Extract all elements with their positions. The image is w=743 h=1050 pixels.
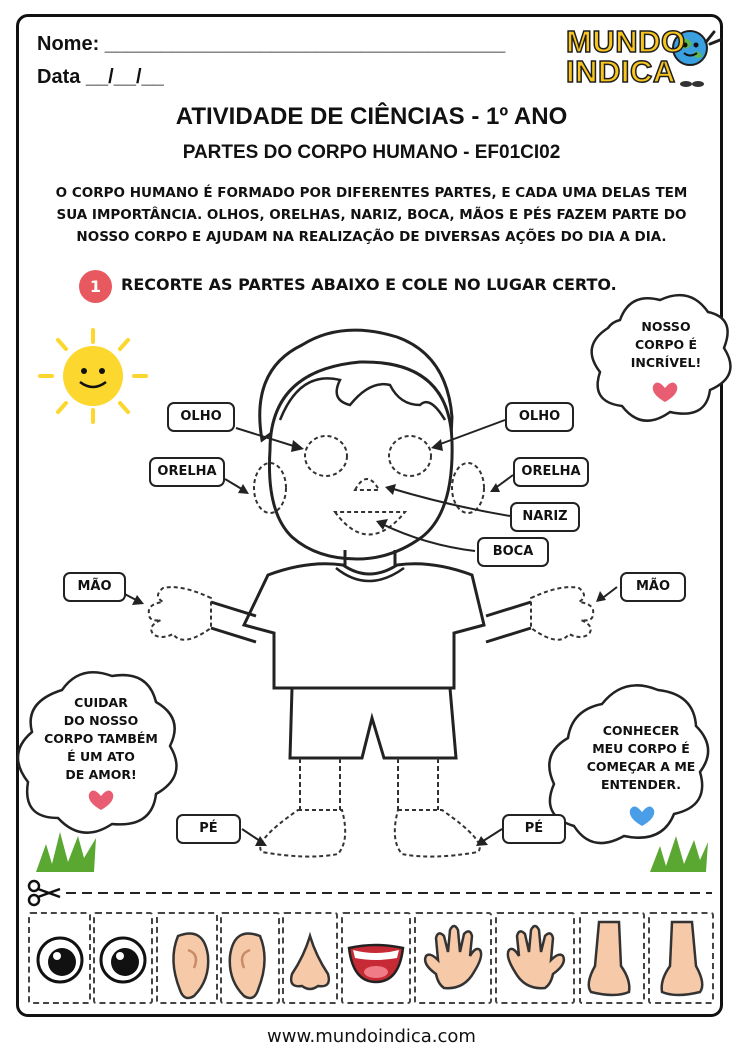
scissors-icon — [29, 881, 60, 905]
hand-icon — [416, 914, 490, 1002]
cutout-eye[interactable] — [93, 912, 153, 1004]
eye-icon — [95, 914, 151, 1002]
foot-icon — [581, 914, 643, 1002]
cutout-hand[interactable] — [495, 912, 575, 1004]
label-nariz: NARIZ — [510, 502, 580, 532]
cutout-eye[interactable] — [28, 912, 91, 1004]
label-mao-left: MÃO — [63, 572, 126, 602]
label-mao-right: MÃO — [620, 572, 686, 602]
question-text: RECORTE AS PARTES ABAIXO E COLE NO LUGAR CERTO. — [121, 275, 617, 294]
ear-icon — [158, 914, 216, 1002]
label-orelha-left: ORELHA — [149, 457, 225, 487]
cutout-hand[interactable] — [414, 912, 492, 1004]
mouth-icon — [343, 914, 409, 1002]
foot-icon — [650, 914, 712, 1002]
question-number-badge: 1 — [79, 270, 112, 303]
label-pe-right: PÉ — [502, 814, 566, 844]
name-field[interactable]: Nome: ____________________________________ — [37, 33, 506, 55]
shirt — [244, 564, 484, 688]
label-olho-right: OLHO — [505, 402, 574, 432]
page-title: ATIVIDADE DE CIÊNCIAS - 1º ANO — [175, 103, 568, 130]
label-boca: BOCA — [477, 537, 549, 567]
cloud-text-left: CUIDAR DO NOSSO CORPO TAMBÉM É UM ATO DE AMOR! — [44, 695, 158, 782]
cutout-foot[interactable] — [579, 912, 645, 1004]
date-field[interactable]: Data __/__/__ — [37, 66, 164, 88]
nose-icon — [284, 914, 336, 1002]
cutout-ear[interactable] — [220, 912, 280, 1004]
eye-icon — [30, 914, 89, 1002]
label-orelha-right: ORELHA — [513, 457, 589, 487]
logo-text-indica: INDICA — [566, 54, 676, 89]
cutout-nose[interactable] — [282, 912, 338, 1004]
page-subtitle: PARTES DO CORPO HUMANO - EF01CI02 — [182, 142, 561, 163]
sun-icon — [40, 330, 146, 422]
cloud-text-right: CONHECER MEU CORPO É COMEÇAR A ME ENTENDER. — [586, 723, 696, 792]
cutout-foot[interactable] — [648, 912, 714, 1004]
intro-paragraph: O CORPO HUMANO É FORMADO POR DIFERENTES PARTES, E CADA UMA DELAS TEM SUA IMPORTÂNCIA. OLHOS, ORELHAS, NARIZ, BOCA, MÃOS E PÉS FAZEM PARTE DO NOSSO CORPO E AJUDAM NA REALIZAÇÃO DE DIVERSAS AÇÕES DO DIA A DIA. — [55, 185, 688, 245]
shorts — [290, 688, 456, 758]
hand-icon — [497, 914, 573, 1002]
logo-text-mundo: MUNDO — [566, 24, 686, 59]
cutout-mouth[interactable] — [341, 912, 411, 1004]
label-olho-left: OLHO — [167, 402, 235, 432]
cloud-text-top-right: NOSSO CORPO É INCRÍVEL! — [630, 319, 702, 370]
ear-icon — [222, 914, 278, 1002]
footer-url[interactable]: www.mundoindica.com — [267, 1026, 476, 1047]
label-pe-left: PÉ — [176, 814, 241, 844]
cutout-ear[interactable] — [156, 912, 218, 1004]
